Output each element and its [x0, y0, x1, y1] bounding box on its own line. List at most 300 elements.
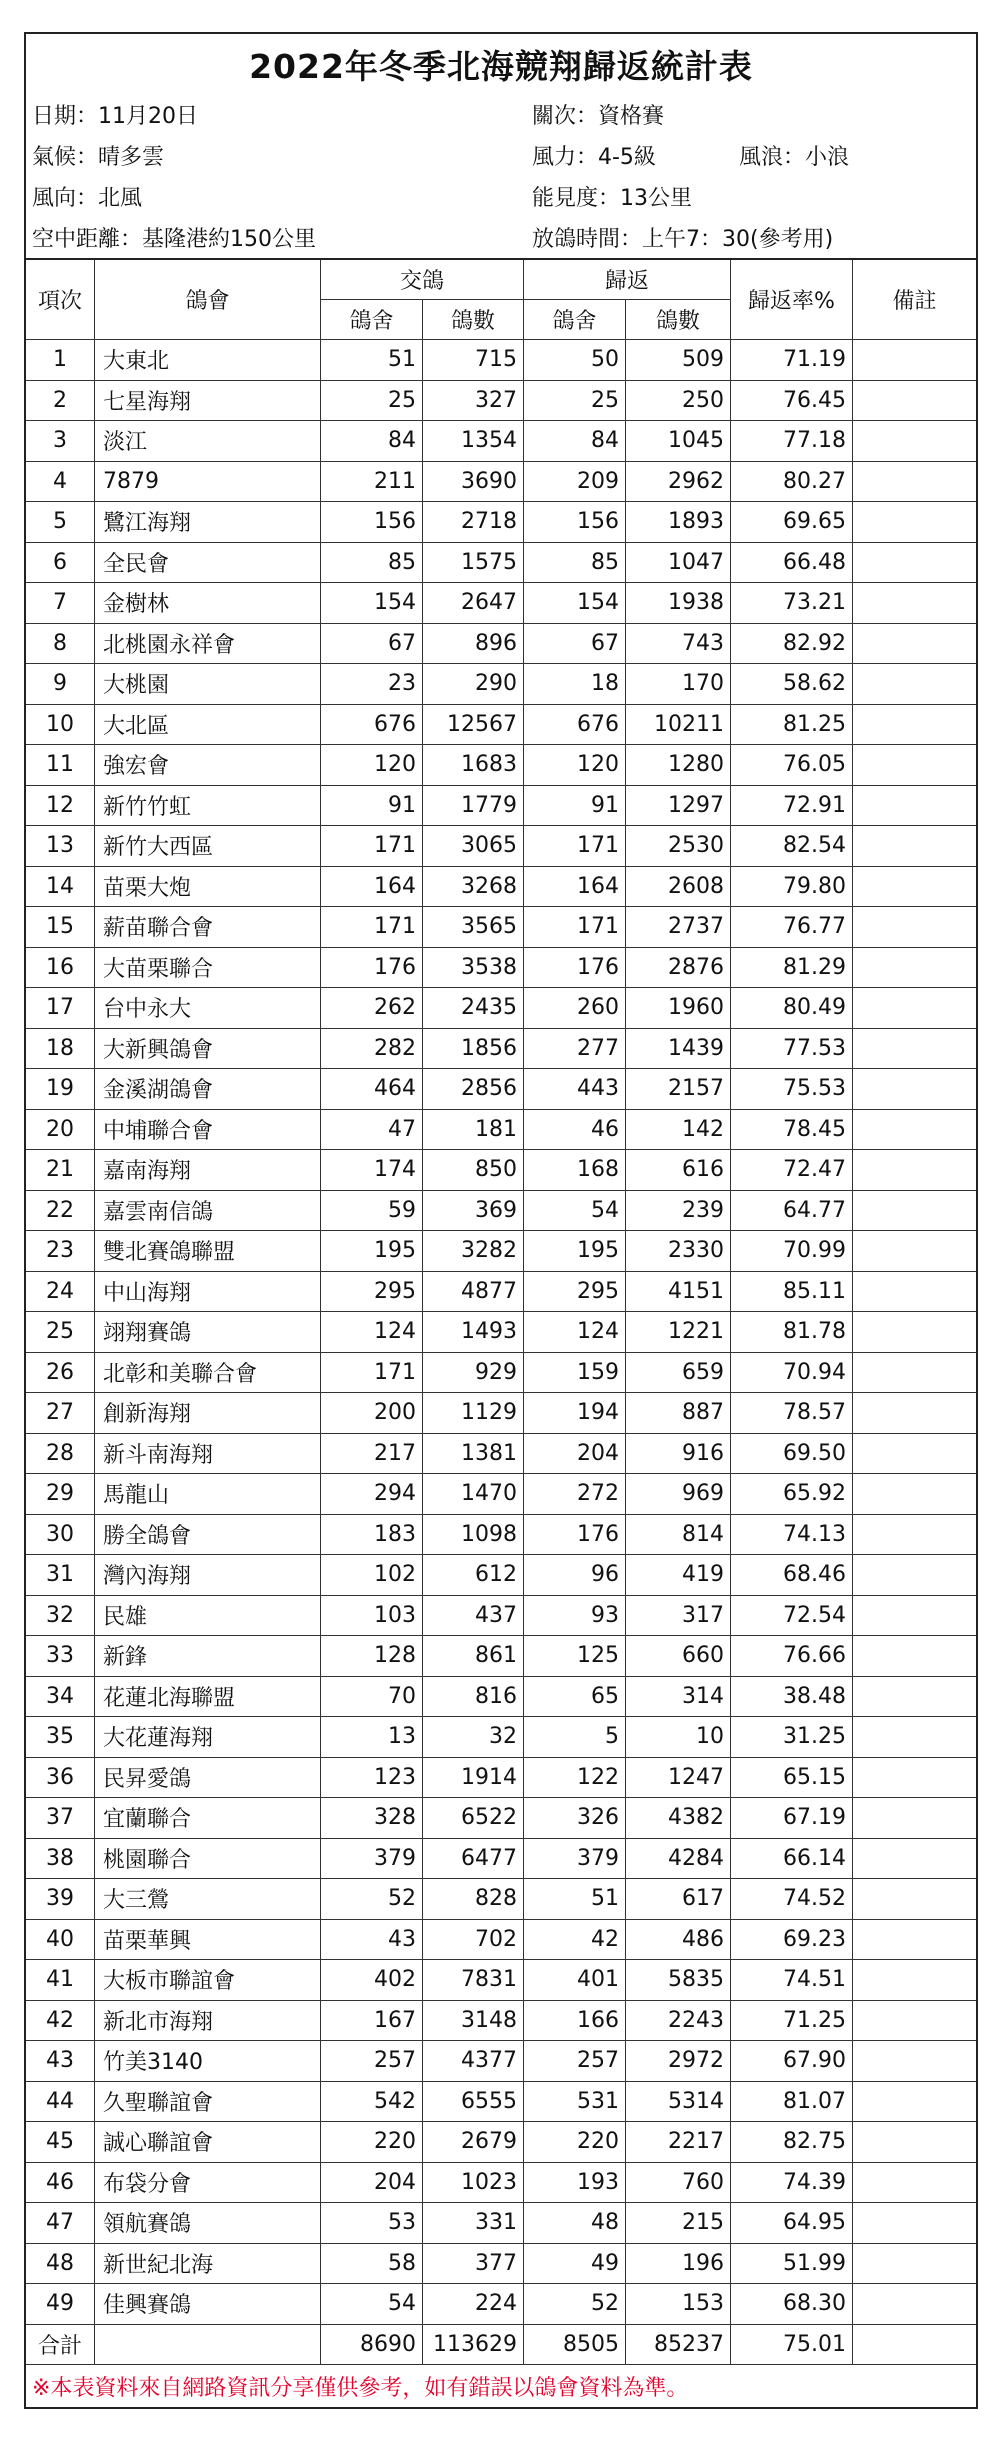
- cell-remarks: [853, 624, 976, 665]
- cell-returned-birds: 215: [626, 2203, 731, 2244]
- cell-sent-lofts: 91: [321, 786, 423, 827]
- cell-remarks: [853, 583, 976, 624]
- cell-returned-lofts: 65: [524, 1677, 626, 1718]
- cell-remarks: [853, 1960, 976, 2001]
- cell-club: 馬龍山: [95, 1474, 321, 1515]
- statistics-sheet: [24, 32, 978, 2409]
- cell-return-rate: 64.95: [731, 2203, 853, 2244]
- cell-sent-birds: 6555: [423, 2082, 524, 2123]
- race-date: 日期：11月20日: [32, 104, 198, 129]
- cell-returned-birds: 2876: [626, 948, 731, 989]
- cell-remarks: [853, 502, 976, 543]
- cell-club: 七星海翔: [95, 381, 321, 422]
- cell-club: 苗栗華興: [95, 1920, 321, 1961]
- cell-returned-birds: 659: [626, 1353, 731, 1394]
- cell-returned-lofts: 176: [524, 1515, 626, 1556]
- cell-returned-birds: 916: [626, 1434, 731, 1475]
- cell-sent-birds: 3538: [423, 948, 524, 989]
- cell-return-rate: 82.92: [731, 624, 853, 665]
- cell-remarks: [853, 1029, 976, 1070]
- cell-club: 大東北: [95, 340, 321, 381]
- cell-sent-lofts: 51: [321, 340, 423, 381]
- cell-index: 49: [26, 2284, 95, 2325]
- cell-return-rate: 51.99: [731, 2244, 853, 2285]
- cell-remarks: [853, 340, 976, 381]
- cell-returned-lofts: 166: [524, 2001, 626, 2042]
- info-row: [32, 94, 976, 135]
- cell-returned-birds: 2962: [626, 462, 731, 503]
- cell-club: 薪苗聯合會: [95, 907, 321, 948]
- cell-returned-birds: 486: [626, 1920, 731, 1961]
- cell-club: 布袋分會: [95, 2163, 321, 2204]
- cell-club: 大新興鴿會: [95, 1029, 321, 1070]
- cell-returned-lofts: 195: [524, 1231, 626, 1272]
- race-stage: 關次：資格賽: [532, 104, 665, 129]
- cell-return-rate: 76.05: [731, 745, 853, 786]
- cell-return-rate: 78.57: [731, 1393, 853, 1434]
- cell-club: 雙北賽鴿聯盟: [95, 1231, 321, 1272]
- cell-returned-lofts: 295: [524, 1272, 626, 1313]
- cell-sent-lofts: 8690: [321, 2325, 423, 2366]
- cell-sent-lofts: 262: [321, 988, 423, 1029]
- cell-remarks: [853, 1191, 976, 1232]
- cell-club: 嘉雲南信鴿: [95, 1191, 321, 1232]
- cell-return-rate: 78.45: [731, 1110, 853, 1151]
- cell-sent-lofts: 195: [321, 1231, 423, 1272]
- cell-sent-lofts: 542: [321, 2082, 423, 2123]
- cell-index: 44: [26, 2082, 95, 2123]
- race-distance: 空中距離：基隆港約150公里: [32, 227, 316, 252]
- cell-remarks: [853, 786, 976, 827]
- cell-remarks: [853, 1758, 976, 1799]
- cell-club: 翊翔賽鴿: [95, 1312, 321, 1353]
- cell-returned-birds: 2243: [626, 2001, 731, 2042]
- cell-remarks: [853, 1717, 976, 1758]
- cell-sent-birds: 327: [423, 381, 524, 422]
- stats-table: [26, 258, 976, 2365]
- cell-return-rate: 81.25: [731, 705, 853, 746]
- cell-sent-lofts: 379: [321, 1839, 423, 1880]
- cell-returned-birds: 509: [626, 340, 731, 381]
- cell-index: 10: [26, 705, 95, 746]
- cell-return-rate: 67.19: [731, 1798, 853, 1839]
- cell-remarks: [853, 2284, 976, 2325]
- cell-index: 17: [26, 988, 95, 1029]
- cell-sent-birds: 6522: [423, 1798, 524, 1839]
- cell-sent-lofts: 84: [321, 421, 423, 462]
- cell-return-rate: 74.51: [731, 1960, 853, 2001]
- cell-index: 15: [26, 907, 95, 948]
- cell-remarks: [853, 2244, 976, 2285]
- cell-return-rate: 68.46: [731, 1555, 853, 1596]
- cell-sent-birds: 1914: [423, 1758, 524, 1799]
- cell-return-rate: 58.62: [731, 664, 853, 705]
- cell-sent-birds: 12567: [423, 705, 524, 746]
- header-returned-lofts: 鴿舍: [524, 300, 626, 340]
- cell-sent-lofts: 13: [321, 1717, 423, 1758]
- cell-remarks: [853, 1596, 976, 1637]
- cell-returned-birds: 314: [626, 1677, 731, 1718]
- cell-sent-lofts: 220: [321, 2122, 423, 2163]
- cell-sent-birds: 2718: [423, 502, 524, 543]
- cell-sent-birds: 3565: [423, 907, 524, 948]
- cell-index: 合計: [26, 2325, 95, 2366]
- cell-remarks: [853, 867, 976, 908]
- cell-returned-birds: 4382: [626, 1798, 731, 1839]
- cell-returned-lofts: 18: [524, 664, 626, 705]
- header-remarks: 備註: [853, 260, 976, 340]
- cell-index: 40: [26, 1920, 95, 1961]
- cell-returned-birds: 1221: [626, 1312, 731, 1353]
- race-release-time: 放鴿時間：上午7：30(參考用): [532, 227, 834, 252]
- cell-returned-lofts: 49: [524, 2244, 626, 2285]
- cell-returned-lofts: 676: [524, 705, 626, 746]
- cell-sent-birds: 1129: [423, 1393, 524, 1434]
- cell-sent-lofts: 257: [321, 2041, 423, 2082]
- cell-returned-birds: 2217: [626, 2122, 731, 2163]
- cell-returned-birds: 1047: [626, 543, 731, 584]
- cell-return-rate: 65.92: [731, 1474, 853, 1515]
- cell-sent-lofts: 174: [321, 1150, 423, 1191]
- cell-return-rate: 82.75: [731, 2122, 853, 2163]
- cell-sent-lofts: 58: [321, 2244, 423, 2285]
- header-return-rate: 歸返率%: [731, 260, 853, 340]
- cell-index: 42: [26, 2001, 95, 2042]
- cell-sent-birds: 896: [423, 624, 524, 665]
- cell-index: 45: [26, 2122, 95, 2163]
- cell-club: 新斗南海翔: [95, 1434, 321, 1475]
- cell-remarks: [853, 988, 976, 1029]
- footnote: ※本表資料來自網路資訊分享僅供參考，如有錯誤以鴿會資料為準。: [32, 2375, 689, 2401]
- cell-return-rate: 68.30: [731, 2284, 853, 2325]
- cell-returned-birds: 4151: [626, 1272, 731, 1313]
- cell-index: 33: [26, 1636, 95, 1677]
- cell-club: 大花蓮海翔: [95, 1717, 321, 1758]
- cell-club: 佳興賽鴿: [95, 2284, 321, 2325]
- cell-sent-lofts: 282: [321, 1029, 423, 1070]
- cell-index: 39: [26, 1879, 95, 1920]
- cell-club: 大桃園: [95, 664, 321, 705]
- cell-club: 新鋒: [95, 1636, 321, 1677]
- info-row: [32, 176, 976, 217]
- cell-return-rate: 74.52: [731, 1879, 853, 1920]
- cell-club: 7879: [95, 462, 321, 503]
- cell-club: 領航賽鴿: [95, 2203, 321, 2244]
- cell-returned-lofts: 260: [524, 988, 626, 1029]
- cell-index: 22: [26, 1191, 95, 1232]
- cell-remarks: [853, 1474, 976, 1515]
- cell-sent-birds: 377: [423, 2244, 524, 2285]
- cell-returned-lofts: 51: [524, 1879, 626, 1920]
- cell-returned-birds: 1045: [626, 421, 731, 462]
- cell-return-rate: 69.65: [731, 502, 853, 543]
- cell-sent-lofts: 156: [321, 502, 423, 543]
- cell-club: 嘉南海翔: [95, 1150, 321, 1191]
- cell-returned-birds: 1297: [626, 786, 731, 827]
- cell-index: 28: [26, 1434, 95, 1475]
- cell-sent-lofts: 53: [321, 2203, 423, 2244]
- cell-sent-lofts: 47: [321, 1110, 423, 1151]
- cell-return-rate: 76.77: [731, 907, 853, 948]
- cell-sent-birds: 4877: [423, 1272, 524, 1313]
- cell-sent-birds: 6477: [423, 1839, 524, 1880]
- cell-remarks: [853, 1231, 976, 1272]
- cell-index: 7: [26, 583, 95, 624]
- cell-remarks: [853, 1555, 976, 1596]
- cell-index: 18: [26, 1029, 95, 1070]
- cell-return-rate: 77.53: [731, 1029, 853, 1070]
- cell-returned-birds: 419: [626, 1555, 731, 1596]
- cell-return-rate: 72.91: [731, 786, 853, 827]
- cell-sent-lofts: 176: [321, 948, 423, 989]
- race-info: [26, 94, 976, 258]
- cell-returned-birds: 153: [626, 2284, 731, 2325]
- cell-index: 16: [26, 948, 95, 989]
- cell-returned-birds: 2608: [626, 867, 731, 908]
- cell-returned-lofts: 50: [524, 340, 626, 381]
- cell-returned-lofts: 125: [524, 1636, 626, 1677]
- race-wind-force: 風力：4-5級: [532, 145, 656, 170]
- cell-return-rate: 69.50: [731, 1434, 853, 1475]
- cell-sent-lofts: 204: [321, 2163, 423, 2204]
- cell-index: 35: [26, 1717, 95, 1758]
- cell-returned-birds: 1247: [626, 1758, 731, 1799]
- header-returned-birds: 鴿數: [626, 300, 731, 340]
- cell-returned-birds: 2530: [626, 826, 731, 867]
- cell-returned-lofts: 52: [524, 2284, 626, 2325]
- cell-remarks: [853, 462, 976, 503]
- cell-returned-birds: 85237: [626, 2325, 731, 2366]
- cell-sent-lofts: 67: [321, 624, 423, 665]
- cell-index: 14: [26, 867, 95, 908]
- cell-remarks: [853, 1636, 976, 1677]
- cell-returned-lofts: 8505: [524, 2325, 626, 2366]
- cell-returned-lofts: 156: [524, 502, 626, 543]
- cell-returned-lofts: 54: [524, 1191, 626, 1232]
- cell-club: 苗栗大炮: [95, 867, 321, 908]
- cell-returned-lofts: 124: [524, 1312, 626, 1353]
- header-returned-group: 歸返: [524, 260, 731, 300]
- cell-index: 43: [26, 2041, 95, 2082]
- cell-index: 24: [26, 1272, 95, 1313]
- cell-remarks: [853, 1110, 976, 1151]
- cell-remarks: [853, 1393, 976, 1434]
- cell-returned-birds: 616: [626, 1150, 731, 1191]
- header-index: 項次: [26, 260, 95, 340]
- cell-sent-lofts: 464: [321, 1069, 423, 1110]
- cell-club: 大三鶯: [95, 1879, 321, 1920]
- cell-index: 26: [26, 1353, 95, 1394]
- cell-returned-birds: 660: [626, 1636, 731, 1677]
- cell-club: 北桃園永祥會: [95, 624, 321, 665]
- cell-sent-lofts: 120: [321, 745, 423, 786]
- cell-return-rate: 73.21: [731, 583, 853, 624]
- cell-returned-birds: 239: [626, 1191, 731, 1232]
- cell-sent-birds: 1779: [423, 786, 524, 827]
- cell-remarks: [853, 381, 976, 422]
- cell-index: 25: [26, 1312, 95, 1353]
- cell-index: 38: [26, 1839, 95, 1880]
- cell-returned-lofts: 120: [524, 745, 626, 786]
- cell-sent-birds: 850: [423, 1150, 524, 1191]
- cell-sent-lofts: 171: [321, 1353, 423, 1394]
- cell-club: 新北市海翔: [95, 2001, 321, 2042]
- cell-returned-birds: 1893: [626, 502, 731, 543]
- cell-club: 民昇愛鴿: [95, 1758, 321, 1799]
- cell-sent-lofts: 128: [321, 1636, 423, 1677]
- cell-sent-birds: 2679: [423, 2122, 524, 2163]
- cell-club: 中山海翔: [95, 1272, 321, 1313]
- cell-returned-lofts: 171: [524, 907, 626, 948]
- cell-remarks: [853, 2082, 976, 2123]
- cell-remarks: [853, 1312, 976, 1353]
- cell-club: 花蓮北海聯盟: [95, 1677, 321, 1718]
- cell-returned-lofts: 171: [524, 826, 626, 867]
- cell-returned-birds: 760: [626, 2163, 731, 2204]
- cell-return-rate: 75.53: [731, 1069, 853, 1110]
- cell-remarks: [853, 745, 976, 786]
- cell-return-rate: 72.54: [731, 1596, 853, 1637]
- cell-sent-birds: 1354: [423, 421, 524, 462]
- cell-returned-lofts: 176: [524, 948, 626, 989]
- cell-sent-birds: 612: [423, 1555, 524, 1596]
- cell-returned-lofts: 122: [524, 1758, 626, 1799]
- cell-club: 淡江: [95, 421, 321, 462]
- cell-return-rate: 75.01: [731, 2325, 853, 2366]
- cell-index: 21: [26, 1150, 95, 1191]
- cell-club: 新竹竹虹: [95, 786, 321, 827]
- cell-sent-birds: 4377: [423, 2041, 524, 2082]
- cell-remarks: [853, 948, 976, 989]
- cell-sent-lofts: 103: [321, 1596, 423, 1637]
- cell-sent-birds: 1381: [423, 1434, 524, 1475]
- cell-returned-lofts: 91: [524, 786, 626, 827]
- cell-index: 2: [26, 381, 95, 422]
- cell-sent-lofts: 43: [321, 1920, 423, 1961]
- cell-club: 新世紀北海: [95, 2244, 321, 2285]
- cell-sent-birds: 828: [423, 1879, 524, 1920]
- cell-sent-birds: 437: [423, 1596, 524, 1637]
- cell-sent-birds: 1023: [423, 2163, 524, 2204]
- cell-index: 19: [26, 1069, 95, 1110]
- cell-club: 金溪湖鴿會: [95, 1069, 321, 1110]
- cell-sent-birds: 224: [423, 2284, 524, 2325]
- cell-sent-birds: 32: [423, 1717, 524, 1758]
- cell-sent-birds: 2435: [423, 988, 524, 1029]
- cell-returned-lofts: 84: [524, 421, 626, 462]
- cell-remarks: [853, 907, 976, 948]
- cell-remarks: [853, 826, 976, 867]
- cell-index: 4: [26, 462, 95, 503]
- header-sent-lofts: 鴿舍: [321, 300, 423, 340]
- cell-returned-birds: 2737: [626, 907, 731, 948]
- cell-sent-lofts: 171: [321, 826, 423, 867]
- cell-sent-lofts: 294: [321, 1474, 423, 1515]
- cell-returned-birds: 4284: [626, 1839, 731, 1880]
- cell-sent-lofts: 85: [321, 543, 423, 584]
- cell-sent-birds: 331: [423, 2203, 524, 2244]
- cell-return-rate: 76.66: [731, 1636, 853, 1677]
- cell-return-rate: 81.07: [731, 2082, 853, 2123]
- cell-club: 誠心聯誼會: [95, 2122, 321, 2163]
- page-title: 2022年冬季北海競翔歸返統計表: [249, 46, 753, 86]
- cell-returned-lofts: 25: [524, 381, 626, 422]
- cell-index: 11: [26, 745, 95, 786]
- header-sent-birds: 鴿數: [423, 300, 524, 340]
- cell-returned-birds: 969: [626, 1474, 731, 1515]
- cell-club: [95, 2325, 321, 2366]
- cell-sent-lofts: 171: [321, 907, 423, 948]
- cell-return-rate: 70.99: [731, 1231, 853, 1272]
- cell-index: 30: [26, 1515, 95, 1556]
- cell-sent-birds: 181: [423, 1110, 524, 1151]
- cell-sent-lofts: 295: [321, 1272, 423, 1313]
- cell-return-rate: 71.19: [731, 340, 853, 381]
- cell-sent-birds: 816: [423, 1677, 524, 1718]
- cell-sent-lofts: 23: [321, 664, 423, 705]
- cell-return-rate: 71.25: [731, 2001, 853, 2042]
- cell-returned-birds: 2972: [626, 2041, 731, 2082]
- cell-club: 桃園聯合: [95, 1839, 321, 1880]
- cell-return-rate: 66.14: [731, 1839, 853, 1880]
- cell-club: 台中永大: [95, 988, 321, 1029]
- cell-returned-lofts: 46: [524, 1110, 626, 1151]
- cell-remarks: [853, 1272, 976, 1313]
- cell-return-rate: 76.45: [731, 381, 853, 422]
- cell-club: 勝全鴿會: [95, 1515, 321, 1556]
- cell-club: 民雄: [95, 1596, 321, 1637]
- cell-remarks: [853, 1798, 976, 1839]
- cell-club: 創新海翔: [95, 1393, 321, 1434]
- cell-return-rate: 80.27: [731, 462, 853, 503]
- cell-returned-lofts: 277: [524, 1029, 626, 1070]
- cell-return-rate: 66.48: [731, 543, 853, 584]
- cell-return-rate: 81.78: [731, 1312, 853, 1353]
- cell-return-rate: 74.39: [731, 2163, 853, 2204]
- cell-returned-birds: 250: [626, 381, 731, 422]
- info-row: [32, 217, 976, 258]
- cell-sent-birds: 2856: [423, 1069, 524, 1110]
- cell-return-rate: 38.48: [731, 1677, 853, 1718]
- cell-remarks: [853, 1839, 976, 1880]
- cell-club: 全民會: [95, 543, 321, 584]
- cell-remarks: [853, 1879, 976, 1920]
- cell-returned-lofts: 154: [524, 583, 626, 624]
- cell-index: 1: [26, 340, 95, 381]
- cell-remarks: [853, 2001, 976, 2042]
- cell-index: 37: [26, 1798, 95, 1839]
- cell-sent-lofts: 124: [321, 1312, 423, 1353]
- cell-remarks: [853, 1434, 976, 1475]
- cell-index: 31: [26, 1555, 95, 1596]
- cell-returned-lofts: 379: [524, 1839, 626, 1880]
- cell-sent-lofts: 154: [321, 583, 423, 624]
- cell-index: 20: [26, 1110, 95, 1151]
- cell-sent-birds: 1856: [423, 1029, 524, 1070]
- cell-returned-lofts: 257: [524, 2041, 626, 2082]
- cell-remarks: [853, 1515, 976, 1556]
- cell-club: 大苗栗聯合: [95, 948, 321, 989]
- cell-returned-birds: 170: [626, 664, 731, 705]
- cell-sent-birds: 2647: [423, 583, 524, 624]
- cell-remarks: [853, 1150, 976, 1191]
- cell-returned-lofts: 204: [524, 1434, 626, 1475]
- cell-returned-lofts: 93: [524, 1596, 626, 1637]
- cell-returned-lofts: 272: [524, 1474, 626, 1515]
- cell-sent-birds: 715: [423, 340, 524, 381]
- cell-club: 強宏會: [95, 745, 321, 786]
- cell-sent-birds: 1683: [423, 745, 524, 786]
